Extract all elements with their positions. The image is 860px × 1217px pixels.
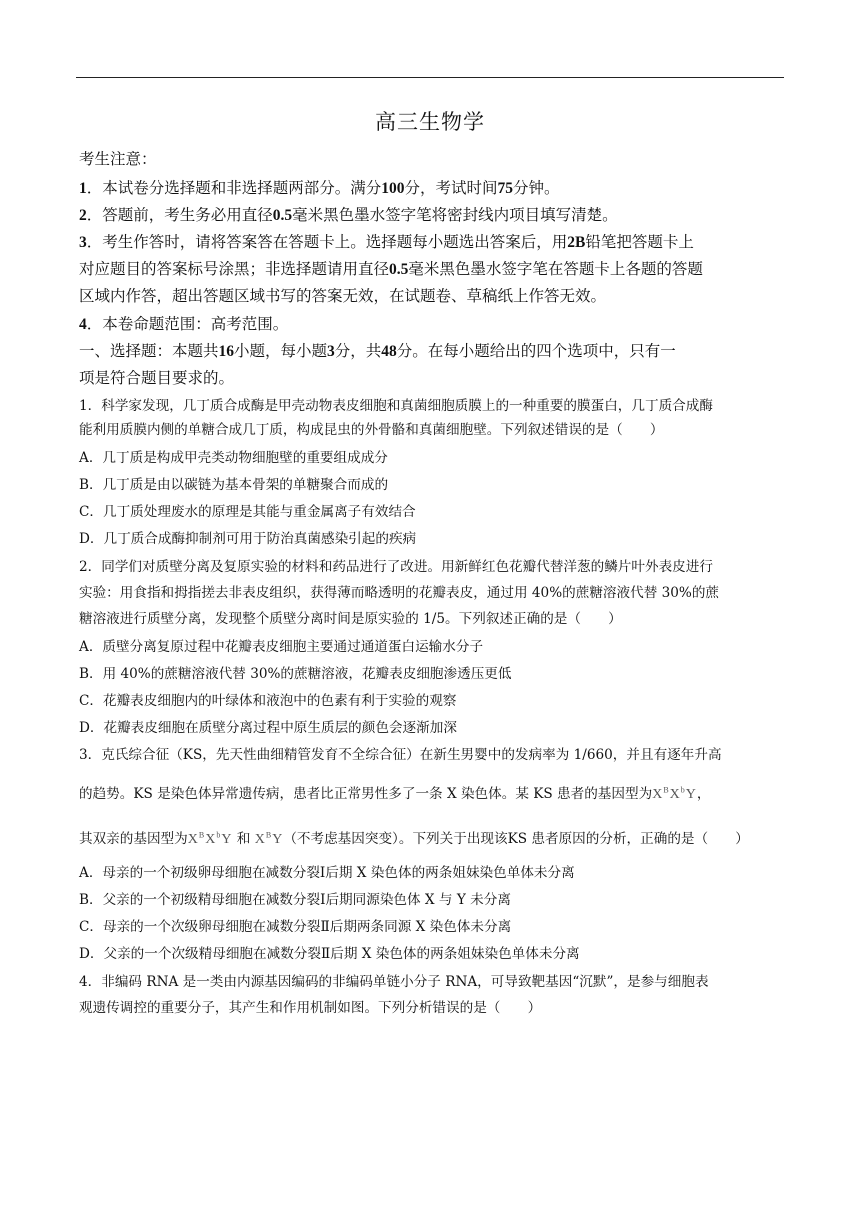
- notice-bold: 75: [497, 180, 514, 197]
- section-header-cont: 项是符合题目要求的。: [79, 369, 235, 387]
- q3-stem-line-3: [79, 827, 749, 848]
- top-rule: [76, 77, 784, 78]
- q1-stem-line: 1．科学家发现，几丁质合成酶是甲壳动物表皮细胞和真菌细胞质膜上的一种重要的膜蛋白，几丁质合成酶: [79, 398, 713, 414]
- notice-text: 分，考试时间: [404, 179, 498, 197]
- q1-option-a: A．几丁质是构成甲壳类动物细胞壁的重要组成成分: [79, 450, 388, 466]
- notice-sep: ．: [86, 206, 103, 224]
- notice-sep: ．: [86, 179, 103, 197]
- geno-allele: B: [265, 830, 273, 840]
- notice-text: 考生作答时，请将答案答在答题卡上。选择题每小题选出答案后，用: [102, 233, 568, 251]
- geno-x: X: [205, 832, 217, 847]
- geno-x: X: [187, 832, 199, 847]
- patient-genotype: [652, 787, 697, 802]
- q3-option-b: B．父亲的一个初级精母细胞在减数分裂Ⅰ后期同源染色体 X 与 Y 未分离: [79, 892, 511, 908]
- q1-stem-line: 能利用质膜内侧的单糖合成几丁质，构成昆虫的外骨骼和真菌细胞壁。下列叙述错误的是（ ）: [79, 422, 664, 438]
- notice-item-3-cont2: 区域内作答，超出答题区域书写的答案无效，在试题卷、草稿纸上作答无效。: [79, 287, 607, 305]
- q3-text: 的趋势。KS 是染色体异常遗传病，患者比正常男性多了一条 X 染色体。某 KS 患者的基因型为: [79, 786, 653, 802]
- father-genotype: [255, 832, 284, 847]
- notice-bold: 0.5: [272, 207, 293, 224]
- notice-bold: 2B: [567, 234, 586, 251]
- geno-allele: B: [663, 785, 670, 795]
- notice-item-1: [79, 176, 560, 198]
- notice-text: 本试卷分选择题和非选择题两部分。满分: [102, 179, 382, 197]
- geno-y: Y: [685, 787, 697, 802]
- q2-stem-line: 2．同学们对质壁分离及复原实验的材料和药品进行了改进。用新鲜红色花瓣代替洋葱的鳞片叶外表皮进行: [79, 559, 713, 575]
- geno-allele: B: [198, 830, 206, 840]
- q3-option-a: A．母亲的一个初级卵母细胞在减数分裂Ⅰ后期 X 染色体的两条姐妹染色单体未分离: [79, 865, 575, 881]
- q3-text: （不考虑基因突变）。下列关于出现该KS 患者原因的分析，正确的是（ ）: [283, 831, 749, 847]
- q3-stem-line-2: [79, 782, 711, 803]
- q2-stem-line: 糖溶液进行质壁分离，发现整个质壁分离时间是原实验的 1/5。下列叙述正确的是（ ）: [79, 611, 622, 627]
- notice-text: 铅笔把答题卡上: [585, 233, 694, 251]
- q3-text: 其双亲的基因型为: [79, 831, 188, 847]
- q2-option-d: D．花瓣表皮细胞在质壁分离过程中原生质层的颜色会逐渐加深: [79, 720, 457, 736]
- notice-item-2: [79, 203, 618, 225]
- notice-num: 1: [79, 180, 87, 197]
- notice-heading: 考生注意：: [79, 150, 157, 168]
- q1-option-b: B．几丁质是由以碳链为基本骨架的单糖聚合而成的: [79, 477, 389, 493]
- geno-x: X: [652, 787, 664, 802]
- q4-stem-line: 观遗传调控的重要分子，其产生和作用机制如图。下列分析错误的是（ ）: [79, 1000, 542, 1016]
- notice-text: 本卷命题范围：高考范围。: [102, 315, 289, 333]
- notice-text: 答题前，考生务必用直径: [102, 206, 273, 224]
- geno-y: Y: [221, 832, 233, 847]
- notice-item-3-cont: [79, 257, 703, 279]
- geno-allele: b: [680, 785, 686, 795]
- q4-stem-line: 4．非编码 RNA 是一类由内源基因编码的非编码单链小分子 RNA，可导致靶基因“沉默”，是参与细胞表: [79, 974, 709, 990]
- section-text: 分，共: [334, 342, 382, 360]
- geno-y: Y: [272, 832, 284, 847]
- q3-text: ，: [696, 786, 711, 802]
- geno-allele: b: [216, 830, 222, 840]
- geno-x: X: [254, 832, 266, 847]
- q2-option-c: C．花瓣表皮细胞内的叶绿体和液泡中的色素有利于实验的观察: [79, 693, 457, 709]
- notice-sep: ．: [86, 315, 103, 333]
- mother-genotype: [188, 832, 233, 847]
- notice-bold: 0.5: [389, 261, 409, 278]
- q1-option-c: C．几丁质处理废水的原理是其能与重金属离子有效结合: [79, 504, 416, 520]
- notice-text: 毫米黑色墨水签字笔在答题卡上各题的答题: [408, 260, 703, 278]
- notice-sep: ．: [86, 233, 103, 251]
- notice-bold: 100: [381, 180, 405, 197]
- page-title: 高三生物学: [375, 110, 485, 134]
- q3-text: 和: [232, 831, 255, 847]
- notice-text: 毫米黑色墨水签字笔将密封线内项目填写清楚。: [292, 206, 618, 224]
- section-text: 分。在每小题给出的四个选项中，只有一: [396, 342, 676, 360]
- section-header: [79, 339, 676, 361]
- notice-text: 分钟。: [513, 179, 560, 197]
- section-bold: 3: [327, 343, 335, 360]
- section-bold: 16: [218, 343, 235, 360]
- notice-item-4: [79, 312, 288, 334]
- notice-num: 2: [79, 207, 87, 224]
- q3-option-c: C．母亲的一个次级卵母细胞在减数分裂Ⅱ后期两条同源 X 染色体未分离: [79, 919, 512, 935]
- q3-option-d: D．父亲的一个次级精母细胞在减数分裂Ⅱ后期 X 染色体的两条姐妹染色单体未分离: [79, 946, 580, 962]
- notice-num: 4: [79, 316, 87, 333]
- q1-option-d: D．几丁质合成酶抑制剂可用于防治真菌感染引起的疾病: [79, 531, 417, 547]
- q3-stem-line: 3．克氏综合征（KS，先天性曲细精管发育不全综合征）在新生男婴中的发病率为 1/660，并且有逐年升高: [79, 747, 722, 763]
- notice-item-3: [79, 230, 694, 252]
- section-text: 小题，每小题: [234, 342, 328, 360]
- q2-option-a: A．质壁分离复原过程中花瓣表皮细胞主要通过通道蛋白运输水分子: [79, 639, 484, 655]
- notice-text: 对应题目的答案标号涂黑；非选择题请用直径: [79, 260, 390, 278]
- q2-option-b: B．用 40%的蔗糖溶液代替 30%的蔗糖溶液，花瓣表皮细胞渗透压更低: [79, 666, 512, 682]
- notice-num: 3: [79, 234, 87, 251]
- q2-stem-line: 实验：用食指和拇指搓去非表皮组织，获得薄而略透明的花瓣表皮，通过用 40%的蔗糖溶液代替 30%的蔗: [79, 585, 720, 601]
- geno-x: X: [669, 787, 681, 802]
- section-text: 一、选择题：本题共: [79, 342, 219, 360]
- section-bold: 48: [381, 343, 397, 360]
